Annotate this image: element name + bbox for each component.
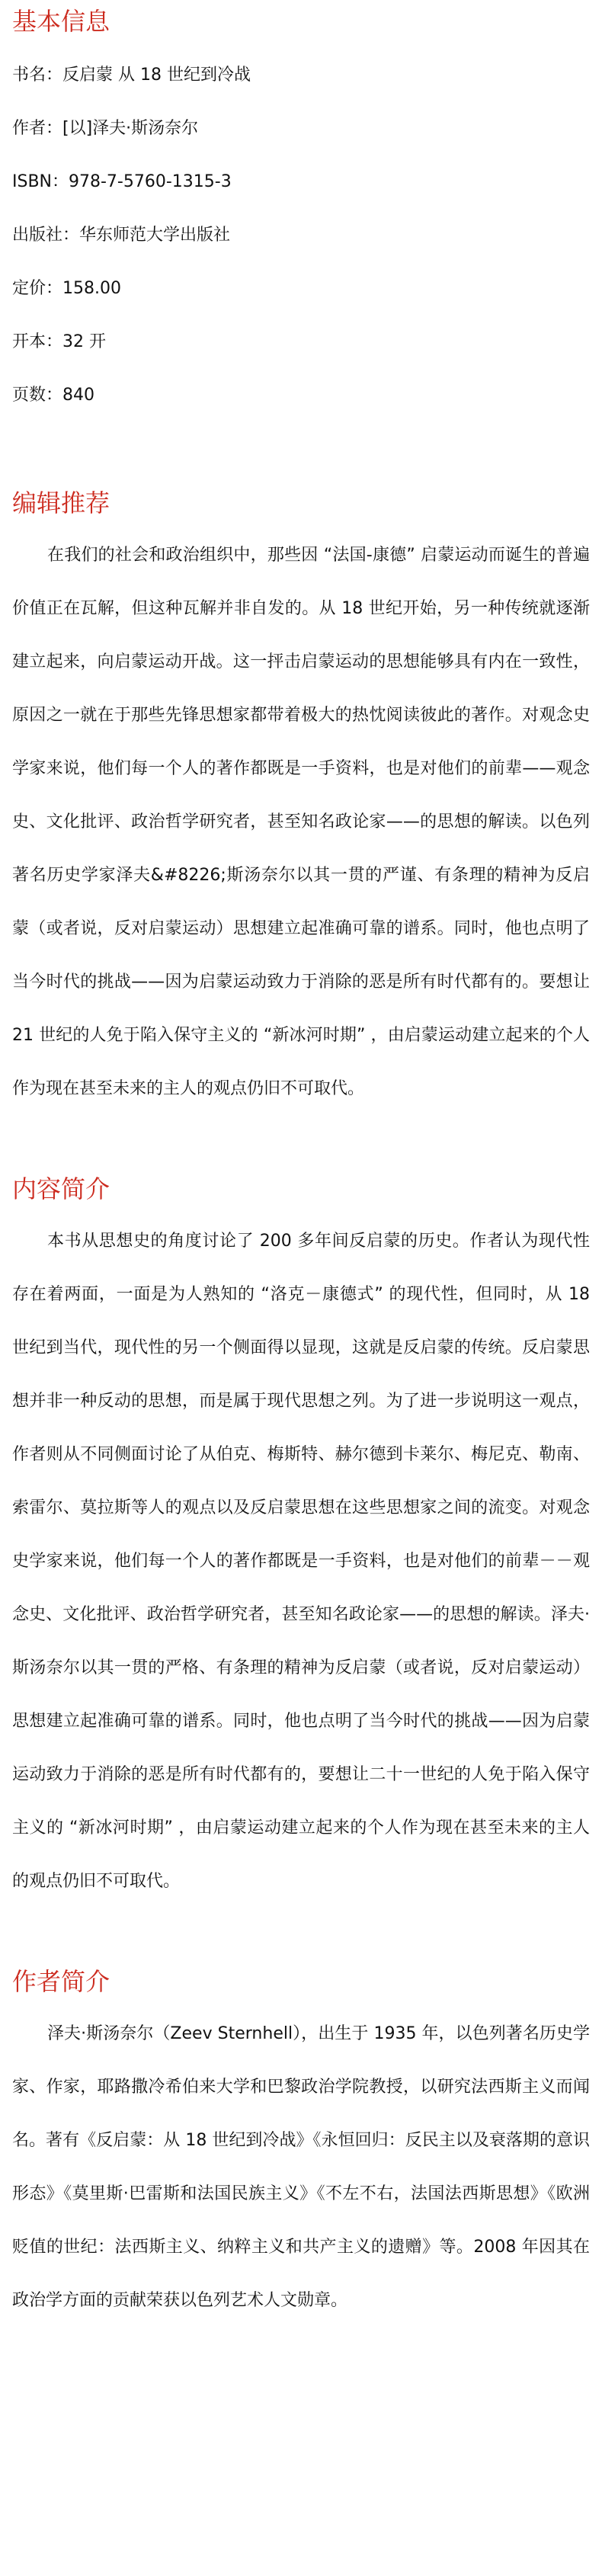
content-intro-body [12,1215,590,1908]
basic-info-list [12,49,590,422]
book-format: 开本：32 开 [12,332,106,351]
book-name: 书名：反启蒙 从 18 世纪到冷战 [12,66,251,85]
editor-recommendation-heading: 编辑推荐 [12,489,110,517]
book-pages: 页数：840 [12,386,94,405]
basic-info-section [12,0,590,422]
editor-recommendation-section [12,485,590,1116]
author-intro-text: 泽夫·斯汤奈尔（Zeev Sternhell），出生于 1935 年，以色列著名历史学家、作家，耶路撒冷希伯来大学和巴黎政治学院教授，以研究法西斯主义而闻名。著有《反启蒙：从 18 世纪到冷战》《永恒回归：反民主以及衰落期的意识形态》《莫里斯·巴雷斯和法国民族主义》《不左不右，法国法西斯思想》《欧洲贬值的世纪：法西斯主义、纳粹主义和共产主义的遗赠》等。2008 年因其在政治学方面的贡献荣获以色列艺术人文勋章。 [12,2024,590,2310]
basic-info-heading: 基本信息 [12,7,110,36]
book-author: 作者：[以]泽夫·斯汤奈尔 [12,119,199,138]
content-intro-section [12,1171,590,1908]
book-publisher: 出版社：华东师范大学出版社 [12,226,231,245]
content-intro-heading: 内容简介 [12,1174,110,1203]
book-isbn: ISBN：978-7-5760-1315-3 [12,172,232,191]
author-intro-section [12,1963,590,2328]
editor-recommendation-body [12,529,590,1116]
author-intro-heading: 作者简介 [12,1967,110,1996]
editor-recommendation-text: 在我们的社会和政治组织中，那些因 “法国-康德” 启蒙运动而诞生的普遍价值正在瓦解，但这种瓦解并非自发的。从 18 世纪开始，另一种传统就逐渐建立起来，向启蒙运动开战。这一抨击启蒙运动的思想能够具有内在一致性，原因之一就在于那些先锋思想家都带着极大的热忱阅读彼此的著作。对观念史学家来说，他们每一个人的著作都既是一手资料，也是对他们的前辈——观念史、文化批评、政治哲学研究者，甚至知名政论家——的思想的解读。以色列著名历史学家泽夫&#8226;斯汤奈尔以其一贯的严谨、有条理的精神为反启蒙（或者说，反对启蒙运动）思想建立起准确可靠的谱系。同时，他也点明了当今时代的挑战——因为启蒙运动致力于消除的恶是所有时代都有的。要想让 21 世纪的人免于陷入保守主义的 “新冰河时期” ，由启蒙运动建立起来的个人作为现在甚至未来的主人的观点仍旧不可取代。 [12,546,590,1098]
author-intro-body [12,2007,590,2328]
book-price: 定价：158.00 [12,279,121,298]
content-intro-text: 本书从思想史的角度讨论了 200 多年间反启蒙的历史。作者认为现代性存在着两面，一面是为人熟知的 “洛克－康德式” 的现代性，但同时，从 18 世纪到当代，现代性的另一个侧面得以显现，这就是反启蒙的传统。反启蒙思想并非一种反动的思想，而是属于现代思想之列。为了进一步说明这一观点，作者则从不同侧面讨论了从伯克、梅斯特、赫尔德到卡莱尔、梅尼克、勒南、索雷尔、莫拉斯等人的观点以及反启蒙思想在这些思想家之间的流变。对观念史学家来说，他们每一个人的著作都既是一手资料，也是对他们的前辈－－观念史、文化批评、政治哲学研究者，甚至知名政论家——的思想的解读。泽夫·斯汤奈尔以其一贯的严格、有条理的精神为反启蒙（或者说，反对启蒙运动）思想建立起准确可靠的谱系。同时，他也点明了当今时代的挑战——因为启蒙运动致力于消除的恶是所有时代都有的，要想让二十一世纪的人免于陷入保守主义的 “新冰河时期” ，由启蒙运动建立起来的个人作为现在甚至未来的主人的观点仍旧不可取代。 [12,1232,590,1891]
